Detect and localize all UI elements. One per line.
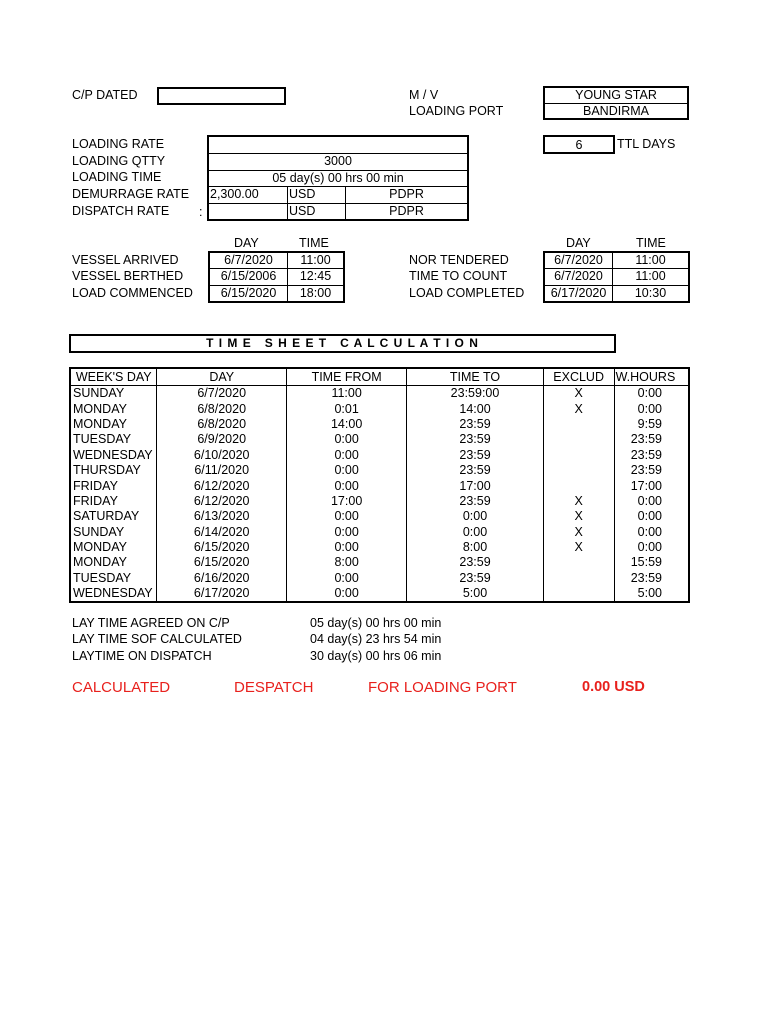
table-row [70,478,689,493]
weekday-cell: FRIDAY [70,494,157,509]
weekday-cell: MONDAY [70,401,157,416]
time-from-cell: 0:00 [286,571,406,586]
time-from-cell: 0:00 [286,478,406,493]
result-amount: 0.00 USD [582,679,645,695]
time-to-cell: 23:59 [407,555,543,570]
time-from-cell: 14:00 [286,417,406,432]
work-hours-cell: 0:00 [614,540,689,555]
day-cell: 6/11/2020 [157,463,286,478]
result-word-port: FOR LOADING PORT [368,679,517,696]
weekday-cell: MONDAY [70,540,157,555]
time-from-cell: 8:00 [286,555,406,570]
ttl-days-label: TTL DAYS [617,137,676,151]
work-hours-cell: 0:00 [614,386,689,402]
event-label: NOR TENDERED [409,253,509,267]
time-from-cell: 17:00 [286,494,406,509]
event-time: 11:00 [635,269,666,283]
time-to-cell: 23:59 [407,571,543,586]
time-to-cell: 8:00 [407,540,543,555]
day-cell: 6/13/2020 [157,509,286,524]
weekday-cell: SUNDAY [70,525,157,540]
event-label: VESSEL BERTHED [72,269,184,283]
work-hours-cell: 23:59 [614,432,689,447]
exclude-cell [543,478,614,493]
work-hours-cell: 0:00 [614,401,689,416]
weekday-cell: WEDNESDAY [70,586,157,602]
work-hours-cell: 23:59 [614,448,689,463]
time-from-cell: 0:00 [286,432,406,447]
day-cell: 6/8/2020 [157,401,286,416]
left-events-grid [208,251,345,303]
weekday-cell: SUNDAY [70,386,157,402]
ttl-days-value: 6 [575,138,583,152]
event-label: VESSEL ARRIVED [72,253,179,267]
loading-time-value: 05 day(s) 00 hrs 00 min [272,171,404,185]
event-label: TIME TO COUNT [409,269,508,283]
time-from-cell: 0:00 [286,586,406,602]
exclude-cell: X [543,525,614,540]
weekday-cell: THURSDAY [70,463,157,478]
table-row [70,401,689,416]
demurrage-currency: USD [289,187,316,201]
weekday-cell: MONDAY [70,555,157,570]
table-row [70,494,689,509]
work-hours-cell: 0:00 [614,525,689,540]
table-row [70,586,689,602]
weekday-cell: SATURDAY [70,509,157,524]
exclude-cell [543,448,614,463]
loading-time-label: LOADING TIME [72,170,162,184]
day-cell: 6/10/2020 [157,448,286,463]
time-to-cell: 23:59:00 [407,386,543,402]
time-to-cell: 0:00 [407,509,543,524]
time-from-cell: 11:00 [286,386,406,402]
table-row [70,417,689,432]
time-to-cell: 0:00 [407,525,543,540]
day-cell: 6/15/2020 [157,540,286,555]
time-from-cell: 0:00 [286,463,406,478]
time-from-cell: 0:00 [286,448,406,463]
left-day-header: DAY [234,236,259,250]
weekday-cell: MONDAY [70,417,157,432]
time-to-cell: 23:59 [407,432,543,447]
left-time-header: TIME [299,236,329,250]
exclude-cell: X [543,540,614,555]
day-cell: 6/9/2020 [157,432,286,447]
table-row [70,386,689,402]
exclude-cell [543,432,614,447]
mv-label: M / V [409,88,439,102]
column-header: TIME TO [407,368,543,386]
vessel-port-box [543,86,689,120]
exclude-cell [543,586,614,602]
laytime-sof-value: 04 day(s) 23 hrs 54 min [310,632,442,646]
exclude-cell: X [543,386,614,402]
weekday-cell: TUESDAY [70,432,157,447]
column-header: TIME FROM [286,368,406,386]
day-cell: 6/12/2020 [157,478,286,493]
right-time-header: TIME [636,236,666,250]
weekday-cell: FRIDAY [70,478,157,493]
work-hours-cell: 17:00 [614,478,689,493]
day-cell: 6/16/2020 [157,571,286,586]
table-row [70,448,689,463]
work-hours-cell: 0:00 [614,509,689,524]
event-label: LOAD COMMENCED [72,286,193,300]
dispatch-term: PDPR [389,204,424,218]
cp-dated-label: C/P DATED [72,88,138,102]
loading-qtty-label: LOADING QTTY [72,154,166,168]
result-word-despatch: DESPATCH [234,679,314,696]
table-row [70,509,689,524]
mv-value: YOUNG STAR [575,88,657,102]
timesheet-table [69,367,690,603]
day-cell: 6/15/2020 [157,555,286,570]
work-hours-cell: 5:00 [614,586,689,602]
event-day: 6/7/2020 [554,253,603,267]
loading-qtty-value: 3000 [324,154,352,168]
exclude-cell: X [543,401,614,416]
event-time: 11:00 [635,253,666,267]
loading-rate-label: LOADING RATE [72,137,165,151]
time-from-cell: 0:00 [286,509,406,524]
column-header: W.HOURS [614,368,689,386]
event-label: LOAD COMPLETED [409,286,525,300]
laytime-sof-label: LAY TIME SOF CALCULATED [72,632,242,646]
column-header: EXCLUD [543,368,614,386]
event-day: 6/17/2020 [550,286,607,300]
day-cell: 6/8/2020 [157,417,286,432]
ttl-days-field [543,135,615,154]
right-day-header: DAY [566,236,591,250]
table-row [70,555,689,570]
table-row [70,525,689,540]
event-time: 10:30 [634,286,667,300]
exclude-cell: X [543,509,614,524]
exclude-cell [543,555,614,570]
event-day: 6/15/2020 [220,286,277,300]
time-to-cell: 23:59 [407,448,543,463]
laytime-dispatch-label: LAYTIME ON DISPATCH [72,649,212,663]
event-time: 11:00 [300,253,331,267]
dispatch-rate-label: DISPATCH RATE [72,204,170,218]
column-header: WEEK'S DAY [70,368,157,386]
exclude-cell [543,417,614,432]
weekday-cell: TUESDAY [70,571,157,586]
timesheet-title: T I M E S H E E T C A L C U L A T I O N [206,336,479,350]
demurrage-rate-value: 2,300.00 [210,187,259,201]
table-row [70,571,689,586]
day-cell: 6/17/2020 [157,586,286,602]
laytime-dispatch-value: 30 day(s) 00 hrs 06 min [310,649,442,663]
time-to-cell: 23:59 [407,494,543,509]
time-from-cell: 0:00 [286,525,406,540]
work-hours-cell: 15:59 [614,555,689,570]
time-to-cell: 23:59 [407,417,543,432]
day-cell: 6/12/2020 [157,494,286,509]
table-row [70,432,689,447]
exclude-cell [543,463,614,478]
table-row [70,463,689,478]
table-row [70,540,689,555]
time-to-cell: 23:59 [407,463,543,478]
loading-port-value: BANDIRMA [583,104,649,118]
cp-dated-field [157,87,286,105]
dispatch-currency: USD [289,204,316,218]
event-day: 6/7/2020 [554,269,603,283]
work-hours-cell: 23:59 [614,463,689,478]
right-events-grid [543,251,690,303]
rates-grid [207,135,469,221]
timesheet-title-box [69,334,616,353]
work-hours-cell: 23:59 [614,571,689,586]
time-to-cell: 5:00 [407,586,543,602]
weekday-cell: WEDNESDAY [70,448,157,463]
column-header: DAY [157,368,286,386]
day-cell: 6/7/2020 [157,386,286,402]
result-word-calculated: CALCULATED [72,679,171,696]
event-time: 12:45 [299,269,332,283]
exclude-cell: X [543,494,614,509]
laytime-agreed-value: 05 day(s) 00 hrs 00 min [310,616,442,630]
dispatch-colon: : [199,205,203,219]
time-to-cell: 14:00 [407,401,543,416]
day-cell: 6/14/2020 [157,525,286,540]
work-hours-cell: 0:00 [614,494,689,509]
time-to-cell: 17:00 [407,478,543,493]
time-from-cell: 0:00 [286,540,406,555]
event-day: 6/7/2020 [224,253,273,267]
laytime-agreed-label: LAY TIME AGREED ON C/P [72,616,230,630]
demurrage-rate-label: DEMURRAGE RATE [72,187,190,201]
time-from-cell: 0:01 [286,401,406,416]
event-time: 18:00 [299,286,332,300]
work-hours-cell: 9:59 [614,417,689,432]
exclude-cell [543,571,614,586]
demurrage-term: PDPR [389,187,424,201]
loading-port-label: LOADING PORT [409,104,504,118]
timesheet-header-row [70,368,689,386]
event-day: 6/15/2006 [220,269,277,283]
